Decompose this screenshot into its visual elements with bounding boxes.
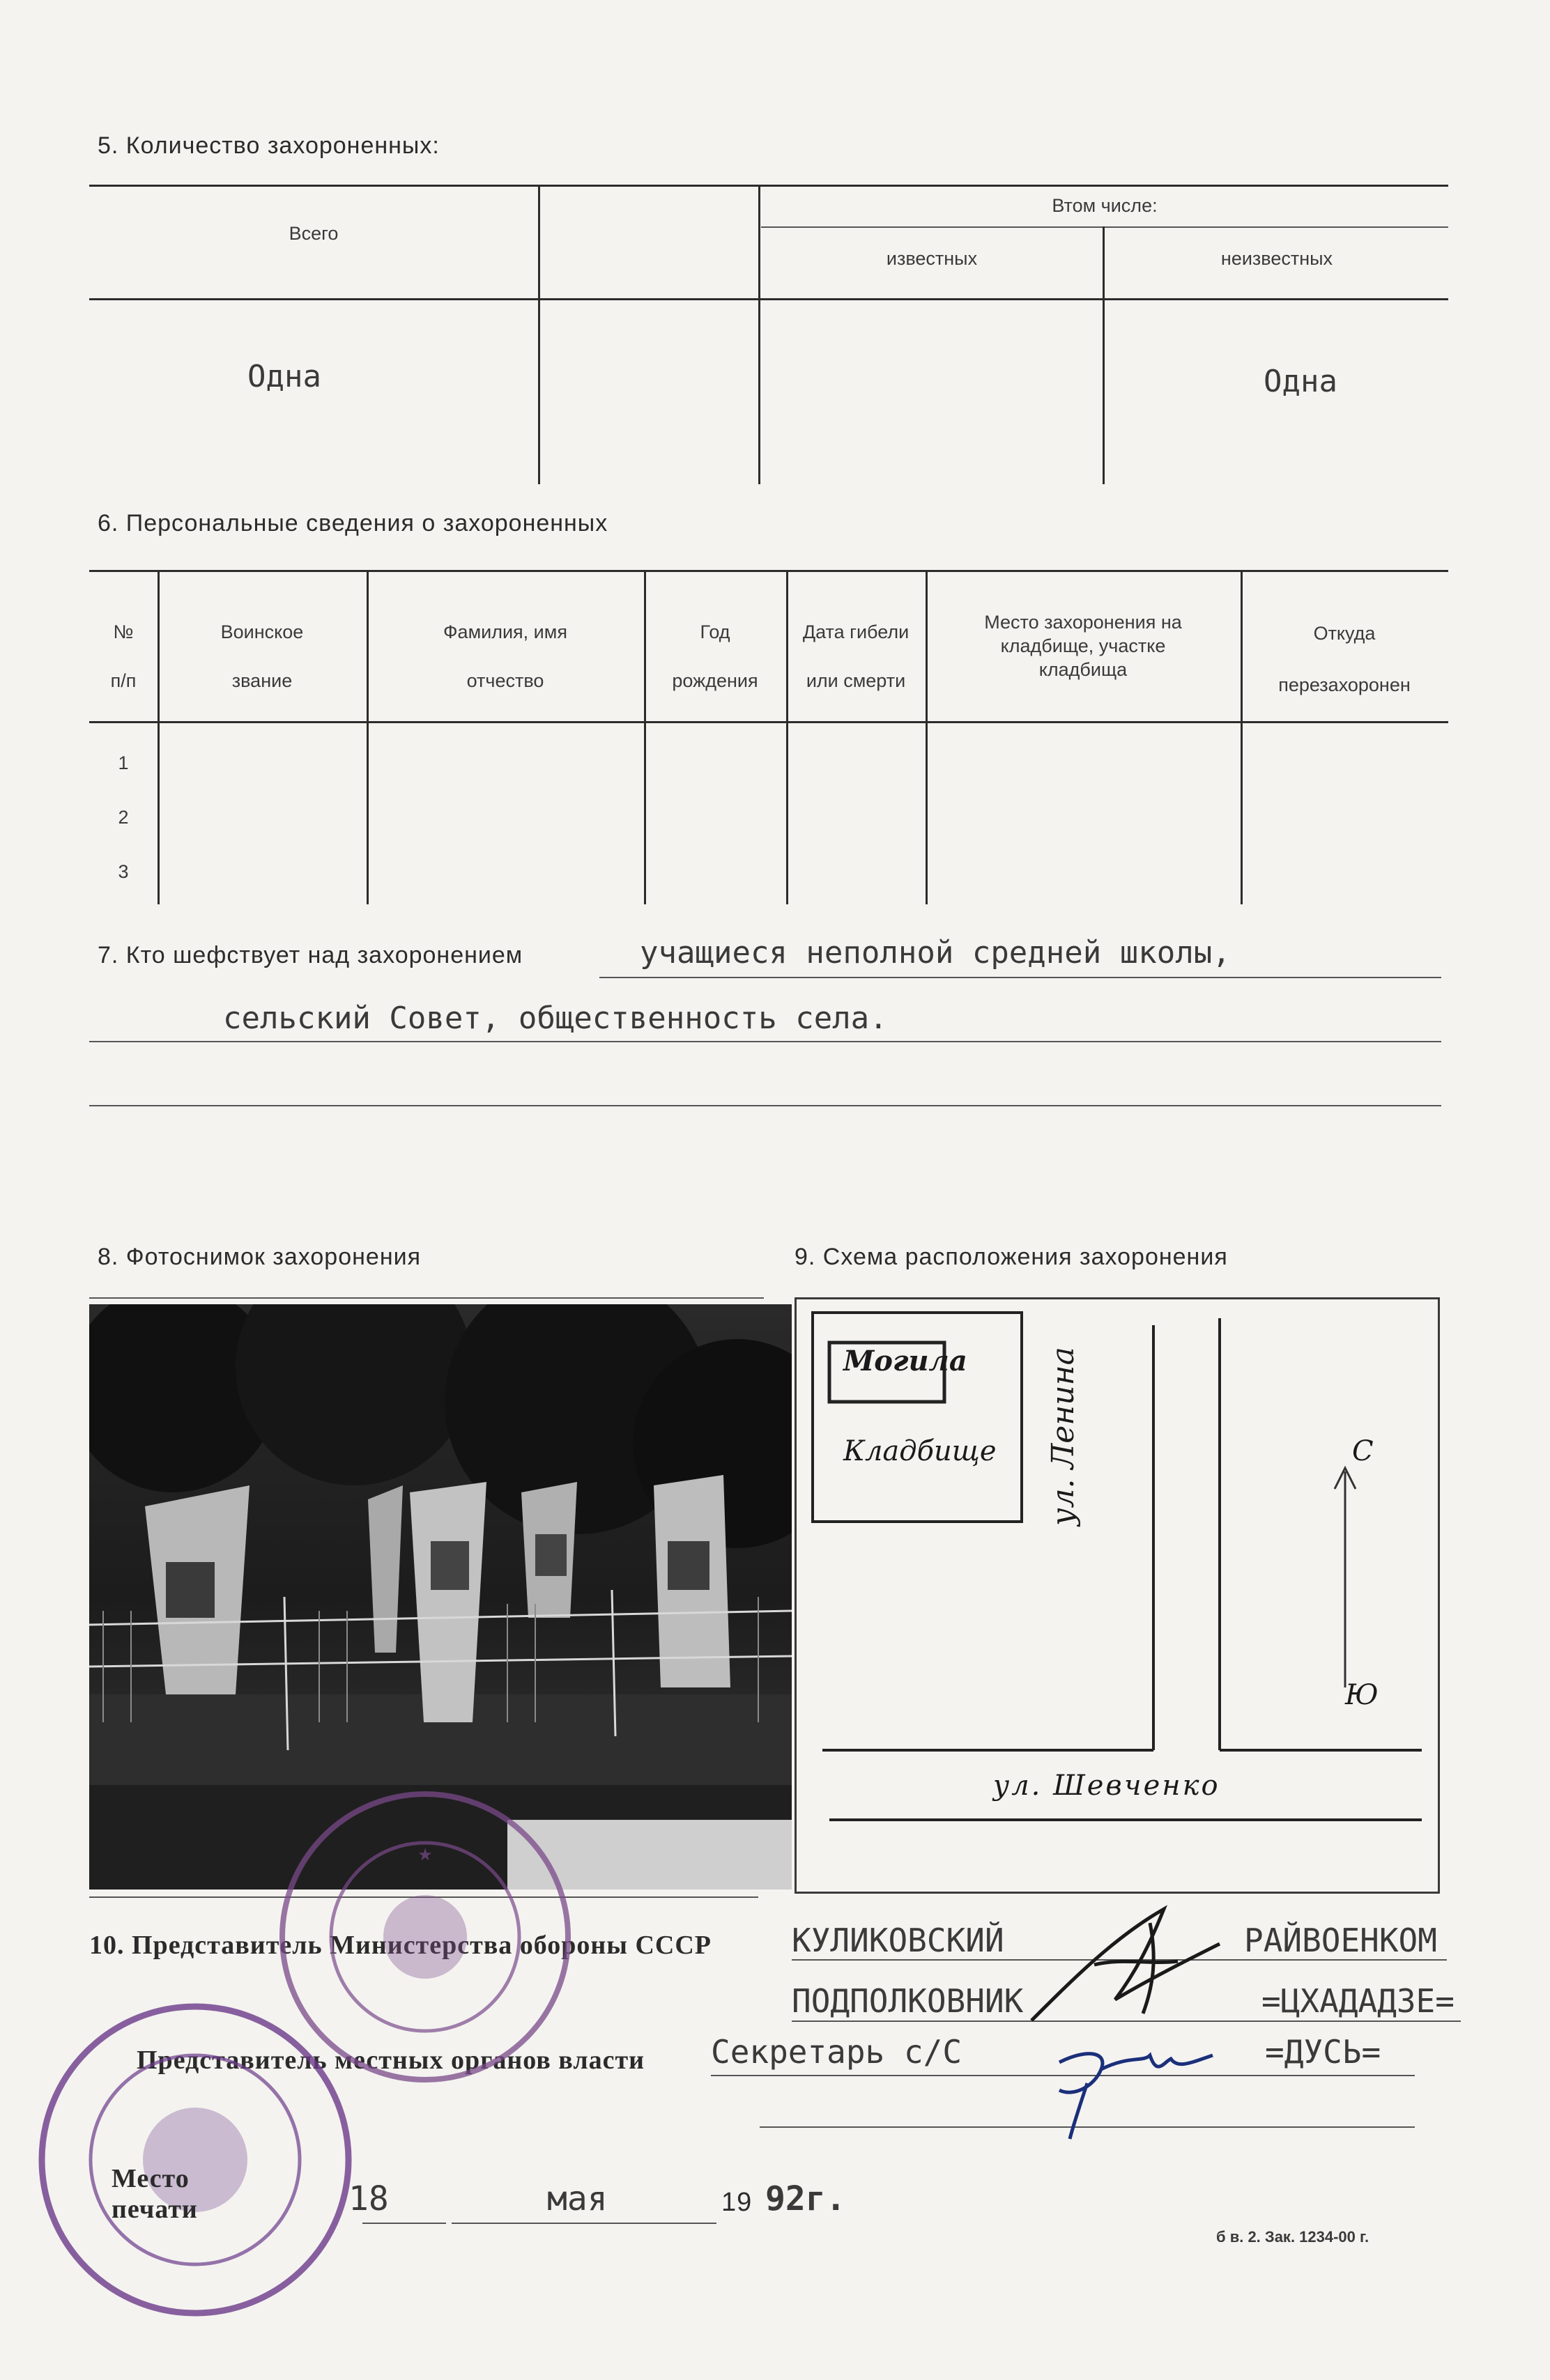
date-month: мая [547, 2179, 608, 2218]
header-number: № п/п [110, 621, 137, 691]
south-label: Ю [1345, 1679, 1379, 1711]
header-name: Фамилия, имя отчество [443, 621, 567, 691]
total-value: Одна [247, 359, 321, 394]
col-known-header: известных [886, 248, 978, 269]
col-unknown-header: неизвестных [1220, 248, 1333, 269]
section7-label: 7. Кто шефствует над захоронением [98, 942, 523, 968]
date-day: 18 [348, 2179, 389, 2218]
section8-title: 8. Фотоснимок захоронения [98, 1244, 421, 1270]
mo-rank: ПОДПОЛКОВНИК [792, 1982, 1024, 2020]
village-council-stamp [28, 1993, 362, 2327]
street-shevchenko-label: ул. Шевченко [993, 1770, 1220, 1802]
section6-title: 6. Персональные сведения о захороненных [98, 510, 608, 536]
cemetery-label: Кладбище [843, 1435, 997, 1467]
mo-org: КУЛИКОВСКИЙ [792, 1922, 1004, 1959]
patron-line-1: учащиеся неполной средней школы, [640, 935, 1231, 971]
col-including-header: Втом числе: [1052, 195, 1158, 216]
header-death-date: Дата гибели или смерти [802, 621, 910, 691]
section5-title: 5. Количество захороненных: [98, 132, 440, 159]
mo-representative-label: 10. Представитель Министерства обороны СССР [89, 1931, 712, 1960]
header-rank: Воинское звание [220, 621, 304, 691]
table-row: 2 [118, 807, 129, 828]
seal-place-label: Место печати [112, 2164, 198, 2224]
unknown-value: Одна [1264, 364, 1337, 399]
table-row: 1 [118, 752, 129, 773]
mo-name: =ЦХАДАДЗЕ= [1261, 1982, 1455, 2020]
header-reburied-from: Откуда перезахоронен [1278, 623, 1411, 695]
street-lenina-label: ул. Ленина [1045, 1347, 1081, 1526]
patron-line-2: сельский Совет, общественность села. [223, 1000, 888, 1036]
header-birth-year: Год рождения [672, 621, 758, 691]
header-burial-place: Место захоронения на кладбище, участке кладбища [984, 612, 1182, 680]
mo-org-2: РАЙВОЕНКОМ [1244, 1922, 1437, 1959]
local-title: Секретарь с/С [711, 2033, 962, 2071]
local-name: =ДУСЬ= [1265, 2033, 1381, 2071]
col-total-header: Всего [289, 223, 339, 244]
print-info: б в. 2. Зак. 1234-00 г. [1216, 2228, 1369, 2246]
local-representative-label: Представитель местных органов власти [137, 2046, 645, 2075]
date-year-prefix: 19 [721, 2188, 753, 2217]
mo-signature [1011, 1895, 1234, 2041]
table-row: 3 [118, 861, 129, 882]
svg-text:★: ★ [417, 1845, 433, 1864]
section9-title: 9. Схема расположения захоронения [795, 1244, 1228, 1270]
north-label: С [1352, 1435, 1374, 1467]
local-signature [1031, 2020, 1254, 2146]
date-year-suffix: 92г. [765, 2179, 846, 2218]
grave-label: Могила [843, 1345, 967, 1377]
